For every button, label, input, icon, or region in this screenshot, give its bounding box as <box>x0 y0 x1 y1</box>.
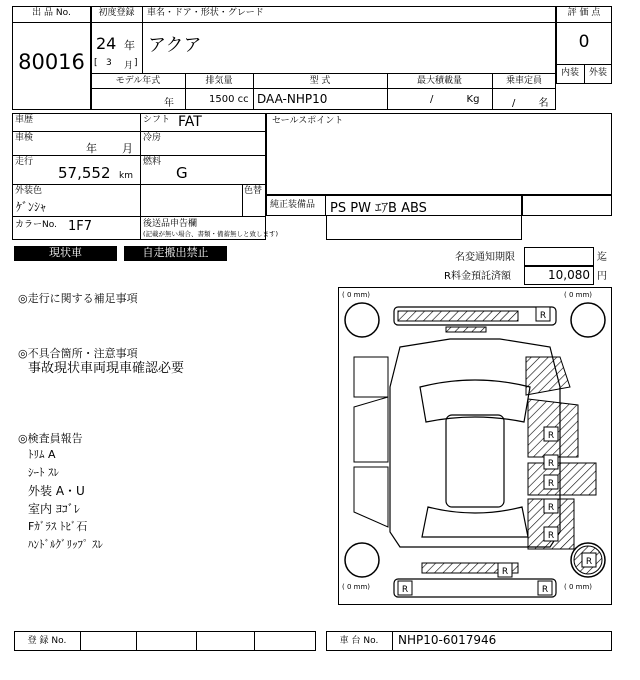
recycle-label: R料金預託済額 <box>444 271 511 282</box>
color-no-label: カラーNo. <box>15 220 57 230</box>
inspector-line: ｼｰﾄ ｽﾚ <box>28 466 59 479</box>
shift-value: FAT <box>178 114 202 130</box>
driving-notes-title: ◎走行に関する補足事項 <box>18 292 138 305</box>
first-reg-month-open: [ <box>94 58 98 68</box>
inspector-title: ◎検査員報告 <box>18 432 83 445</box>
shift-label: シフト <box>143 115 171 125</box>
defect-notes-title: ◎不具合箇所・注意事項 <box>18 347 138 360</box>
tire-depth-front-right: ( 0 mm) <box>564 291 593 299</box>
status-badge-no-self-drive: 自走搬出禁止 <box>124 246 227 261</box>
mileage-unit: km <box>119 171 133 181</box>
inspector-line: 外装 A・U <box>28 484 85 498</box>
tire-depth-rear-right: ( 0 mm) <box>564 583 593 591</box>
first-reg-month-close: ] <box>134 58 138 68</box>
color-change-label: 色替 <box>244 186 263 196</box>
damage-mark: R <box>547 459 555 469</box>
recycle-value: 10,080 <box>548 268 590 282</box>
max-load-unit: / Kg <box>430 94 480 105</box>
car-name-value: アクア <box>148 35 202 56</box>
type-value: DAA-NHP10 <box>257 92 328 106</box>
first-reg-label: 初度登録 <box>98 8 135 18</box>
aircon-label: 冷房 <box>143 133 162 143</box>
first-reg-year-unit: 年 <box>124 39 135 52</box>
status-badge-current: 現状車 <box>14 246 117 261</box>
capacity-label: 乗車定員 <box>505 76 542 86</box>
recycle-unit: 円 <box>597 271 607 282</box>
inspection-year-unit: 年 <box>86 142 97 155</box>
color-no-value: 1F7 <box>68 219 93 234</box>
mileage-label: 走行 <box>15 157 34 167</box>
sales-point-label: セールスポイント <box>272 116 344 126</box>
damage-mark: R <box>547 431 555 441</box>
score-value: 0 <box>578 32 590 52</box>
car-name-label: 車名・ドア・形状・グレード <box>147 8 264 18</box>
name-change-box <box>524 247 594 266</box>
model-year-label: モデル年式 <box>115 76 161 86</box>
model-year-unit: 年 <box>164 98 174 109</box>
chassis-label: 車 台 No. <box>339 636 379 646</box>
options-value: PS PW ｴｱB ABS <box>330 201 427 216</box>
damage-mark: R <box>547 503 555 513</box>
max-load-label: 最大積載量 <box>416 76 462 86</box>
inspector-line: ﾊﾝﾄﾞﾙｸﾞﾘｯﾌﾟ ｽﾚ <box>28 538 103 551</box>
inspection-month-unit: 月 <box>122 142 133 155</box>
defect-notes-text: 事故現状車両現車確認必要 <box>28 361 185 376</box>
fuel-label: 燃料 <box>143 157 162 167</box>
options-label: 純正装備品 <box>270 200 316 210</box>
inspector-line: 室内 ﾖｺﾞﾚ <box>28 502 80 516</box>
first-reg-month: 3 <box>106 58 112 68</box>
car-damage-diagram <box>338 287 612 605</box>
inspector-line: Fｶﾞﾗｽ ﾄﾋﾞ石 <box>28 520 88 533</box>
first-reg-year: 24 <box>96 34 117 53</box>
damage-mark: R <box>501 567 509 577</box>
damage-mark: R <box>585 557 593 567</box>
damage-mark: R <box>539 311 547 321</box>
damage-mark: R <box>401 585 409 595</box>
score-label: 評 価 点 <box>567 8 601 18</box>
displacement-label: 排気量 <box>205 76 233 86</box>
exterior-color-value: ｹﾞﾝｼｬ <box>16 200 47 214</box>
reg-no-label: 登 録 No. <box>27 636 67 646</box>
name-change-unit: 迄 <box>597 252 607 263</box>
type-label: 型 式 <box>309 76 331 86</box>
lot-number: 80016 <box>18 50 85 74</box>
inspector-line: ﾄﾘﾑ A <box>28 448 56 461</box>
name-change-label: 名変通知期限 <box>455 252 515 263</box>
fuel-value: G <box>176 164 188 182</box>
damage-mark: R <box>547 531 555 541</box>
after-report-note: (記載が無い場合、書類・備蓄無しと致します) <box>143 230 279 238</box>
capacity-unit: / 名 <box>512 98 549 109</box>
first-reg-month-unit: 月 <box>124 61 134 71</box>
interior-score-label: 内装 <box>560 68 579 78</box>
exterior-score-label: 外装 <box>588 68 607 78</box>
lot-label: 出 品 No. <box>32 8 71 18</box>
mileage-value: 57,552 <box>58 164 111 182</box>
inspection-label: 車検 <box>15 133 34 143</box>
tire-depth-rear-left: ( 0 mm) <box>342 583 371 591</box>
after-report-label: 後送品申告欄 <box>143 219 198 229</box>
history-label: 車歴 <box>15 115 34 125</box>
exterior-color-label: 外装色 <box>15 186 43 196</box>
damage-mark: R <box>547 479 555 489</box>
chassis-value: NHP10-6017946 <box>398 633 497 647</box>
tire-depth-front-left: ( 0 mm) <box>342 291 371 299</box>
damage-mark: R <box>541 585 549 595</box>
displacement-value: 1500 cc <box>209 94 249 105</box>
